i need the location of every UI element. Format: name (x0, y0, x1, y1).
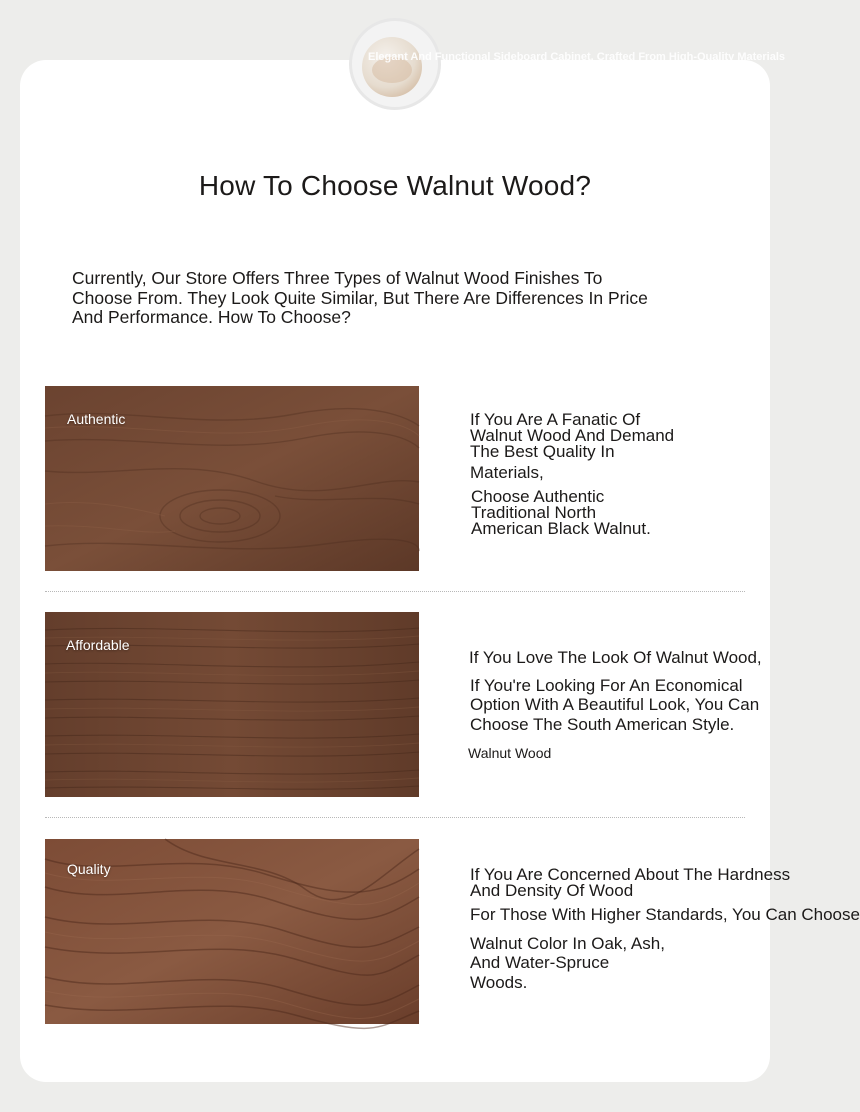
description-line: Materials, (470, 463, 544, 482)
option-description-authentic (470, 412, 790, 537)
description-line: And Water-Spruce (470, 953, 610, 972)
description-line: Choose The South American Style. (470, 714, 735, 734)
description-line: If You Are A Fanatic Of (470, 410, 641, 429)
description-line: Walnut Wood And Demand (470, 426, 675, 445)
description-line: If You Are Concerned About The Hardness (470, 865, 791, 884)
description-line: American Black Walnut. (471, 518, 651, 538)
section-divider (45, 591, 745, 592)
swatch-label: Authentic (67, 411, 126, 427)
option-description-quality (470, 865, 860, 992)
description-line: Woods. (470, 972, 528, 992)
description-line: If You Love The Look Of Walnut Wood, (469, 648, 762, 667)
wood-swatch-authentic[interactable] (45, 386, 419, 571)
description-line: If You're Looking For An Economical (470, 675, 743, 695)
description-line: For Those With Higher Standards, You Can Choose (470, 905, 860, 924)
swatch-label: Affordable (66, 637, 130, 653)
wood-swatch-affordable[interactable] (45, 612, 419, 797)
store-avatar[interactable] (362, 37, 422, 97)
description-line: Choose Authentic (471, 486, 605, 506)
description-line: Option With A Beautiful Look, You Can (470, 695, 760, 714)
description-line: Walnut Wood (468, 745, 552, 761)
swatch-label: Quality (67, 861, 111, 877)
option-description-affordable (469, 648, 789, 761)
wood-swatch-quality[interactable] (45, 839, 419, 1024)
description-line: The Best Quality In (470, 442, 615, 461)
description-line: And Density Of Wood (470, 881, 634, 900)
intro-text (72, 269, 712, 328)
top-banner: Elegant And Functional Sideboard Cabinet, Crafted From High-Quality Materials (368, 51, 786, 63)
description-line: Traditional North (471, 502, 597, 522)
section-divider (45, 817, 745, 818)
intro-line: Choose From. They Look Quite Similar, But There Are Differences In Price (72, 287, 648, 308)
description-line: Walnut Color In Oak, Ash, (470, 933, 665, 953)
intro-line: And Performance. How To Choose? (72, 307, 351, 327)
intro-line: Currently, Our Store Offers Three Types of Walnut Wood Finishes To (72, 268, 603, 288)
page-title: How To Choose Walnut Wood? (198, 170, 592, 201)
